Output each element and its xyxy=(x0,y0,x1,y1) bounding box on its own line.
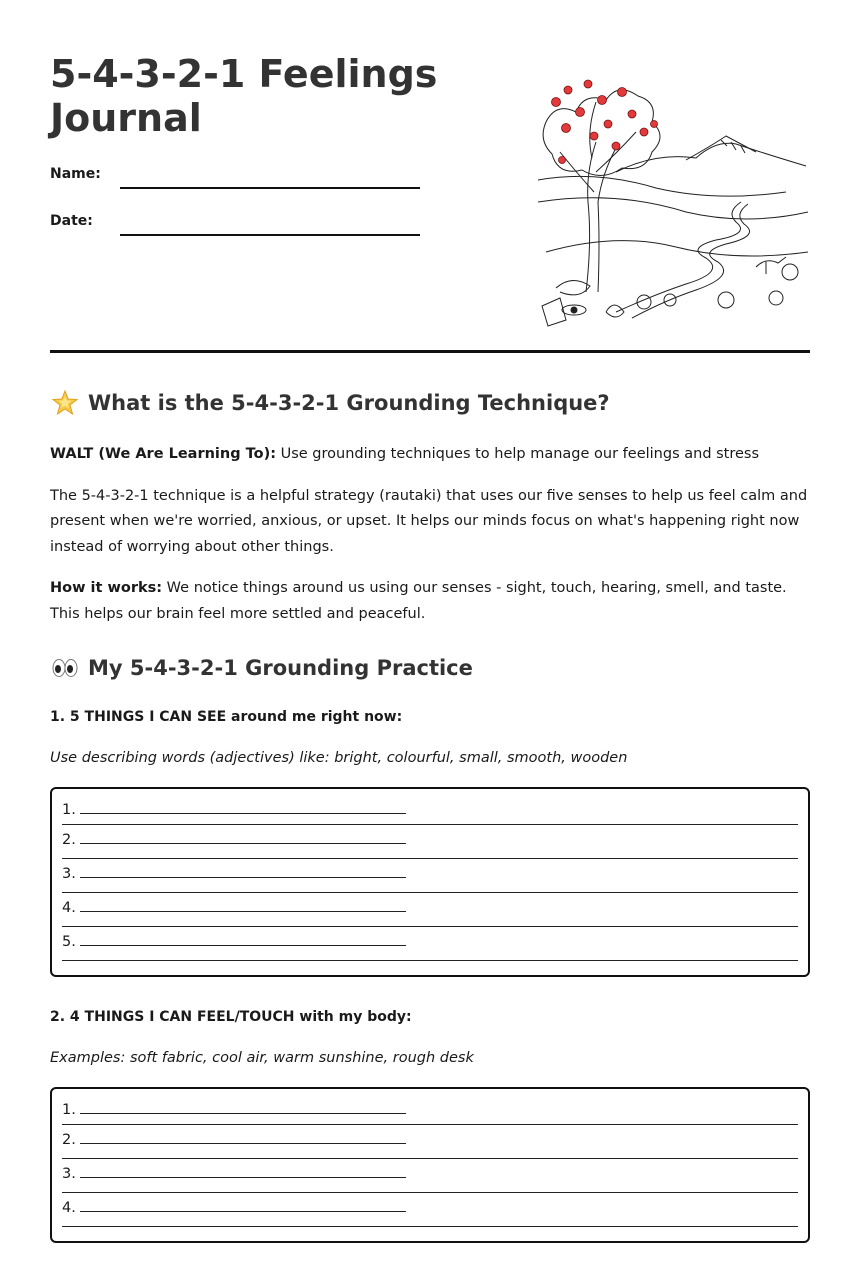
name-label: Name: xyxy=(50,166,101,182)
how-paragraph xyxy=(50,576,810,627)
answer-blank[interactable] xyxy=(80,1129,406,1144)
about-heading xyxy=(50,386,810,420)
line-number: 4. xyxy=(62,900,76,916)
practice-heading xyxy=(50,651,810,685)
line-number: 2. xyxy=(62,1132,76,1148)
touch-hint: Examples: soft fabric, cool air, warm sunshine, rough desk xyxy=(50,1050,474,1066)
line-number: 1. xyxy=(62,1102,76,1118)
name-field[interactable] xyxy=(120,187,420,189)
walt-label: WALT (We Are Learning To): xyxy=(50,446,276,462)
glowing-star-icon xyxy=(50,388,80,418)
answer-line[interactable] xyxy=(62,799,798,825)
eyes-icon xyxy=(50,653,80,683)
answer-blank[interactable] xyxy=(80,931,406,946)
answer-line[interactable] xyxy=(62,1159,798,1193)
touch-answer-box xyxy=(50,1087,810,1243)
answer-blank[interactable] xyxy=(80,829,406,844)
how-label: How it works: xyxy=(50,580,163,596)
walt-paragraph xyxy=(50,442,810,468)
answer-blank[interactable] xyxy=(80,1163,406,1178)
answer-line[interactable] xyxy=(62,859,798,893)
practice-heading-text: My 5-4-3-2-1 Grounding Practice xyxy=(88,656,473,680)
line-number: 3. xyxy=(62,866,76,882)
answer-blank[interactable] xyxy=(80,1197,406,1212)
intro-paragraph: The 5-4-3-2-1 technique is a helpful strategy (rautaki) that uses our five senses to help us feel calm and present when we're worried, anxious, or upset. It helps our minds focus on what's happening right now instead of worrying about other things. xyxy=(50,487,808,555)
answer-blank[interactable] xyxy=(80,799,406,814)
date-label: Date: xyxy=(50,213,93,229)
answer-line[interactable] xyxy=(62,893,798,927)
answer-line[interactable] xyxy=(62,1125,798,1159)
date-field[interactable] xyxy=(120,234,420,236)
page-title: 5-4-3-2-1 Feelings Journal xyxy=(50,52,438,140)
landscape-sketch-icon xyxy=(536,62,812,328)
see-hint: Use describing words (adjectives) like: bright, colourful, small, smooth, wooden xyxy=(50,750,628,766)
about-heading-text: What is the 5-4-3-2-1 Grounding Technique? xyxy=(88,391,610,415)
answer-line[interactable] xyxy=(62,825,798,859)
header-divider xyxy=(50,350,810,353)
answer-blank[interactable] xyxy=(80,1099,406,1114)
line-number: 2. xyxy=(62,832,76,848)
answer-line[interactable] xyxy=(62,927,798,961)
answer-line[interactable] xyxy=(62,1099,798,1125)
line-number: 5. xyxy=(62,934,76,950)
answer-blank[interactable] xyxy=(80,863,406,878)
line-number: 4. xyxy=(62,1200,76,1216)
answer-line[interactable] xyxy=(62,1193,798,1227)
line-number: 1. xyxy=(62,802,76,818)
journal-content xyxy=(50,386,810,1273)
see-question: 1. 5 THINGS I CAN SEE around me right now: xyxy=(50,709,403,725)
touch-question: 2. 4 THINGS I CAN FEEL/TOUCH with my body: xyxy=(50,1009,412,1025)
see-answer-box xyxy=(50,787,810,977)
line-number: 3. xyxy=(62,1166,76,1182)
how-text: We notice things around us using our senses - sight, touch, hearing, smell, and taste. This helps our brain feel more settled and peaceful. xyxy=(50,580,787,622)
answer-blank[interactable] xyxy=(80,897,406,912)
walt-text: Use grounding techniques to help manage our feelings and stress xyxy=(276,446,760,462)
